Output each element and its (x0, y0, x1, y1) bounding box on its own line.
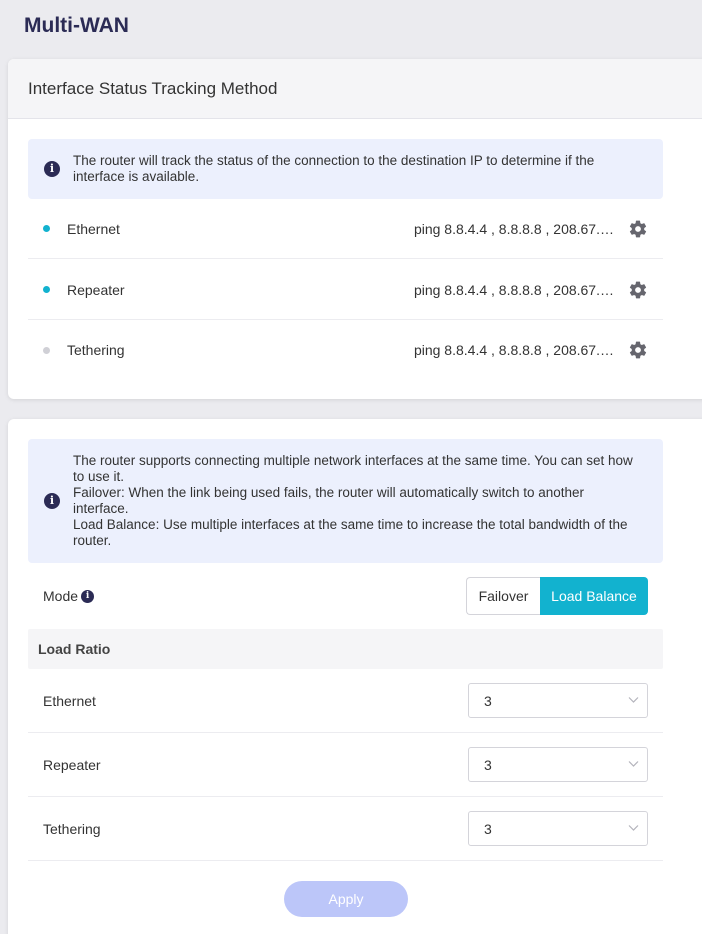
status-dot-icon (43, 347, 50, 354)
gear-icon[interactable] (628, 219, 648, 239)
tracking-row-ethernet (28, 199, 663, 259)
status-dot-icon (43, 286, 50, 293)
chevron-down-icon (628, 760, 639, 768)
load-ratio-header: Load Ratio (28, 629, 663, 669)
select-value: 3 (484, 820, 492, 837)
info-icon: i (44, 493, 60, 509)
multiwan-info-line: The router supports connecting multiple network interfaces at the same time. You can set how to use it. (73, 453, 633, 484)
ratio-row-name: Tethering (43, 820, 101, 837)
tracking-row-name: Tethering (67, 342, 125, 358)
failover-button[interactable]: Failover (466, 577, 540, 615)
chevron-down-icon (628, 696, 639, 704)
tracking-row-name: Ethernet (67, 220, 120, 237)
mode-row (43, 577, 648, 615)
gear-icon[interactable] (628, 280, 648, 300)
gear-icon[interactable] (628, 340, 648, 360)
mode-label: Mode (43, 588, 79, 604)
ratio-select-tethering[interactable] (468, 811, 648, 846)
info-icon: i (44, 161, 60, 177)
multiwan-card (8, 419, 702, 934)
mode-label-wrap (43, 588, 466, 604)
tracking-row-method: ping 8.8.4.4 , 8.8.8.8 , 208.67.… (413, 281, 614, 298)
ratio-select-ethernet[interactable] (468, 683, 648, 718)
tracking-row-name: Repeater (67, 281, 125, 298)
ratio-row-ethernet (28, 669, 663, 733)
ratio-row-name: Ethernet (43, 692, 96, 709)
page-title: Multi-WAN (24, 14, 129, 37)
tracking-row-method: ping 8.8.4.4 , 8.8.8.8 , 208.67.… (413, 220, 614, 237)
chevron-down-icon (628, 824, 639, 832)
select-value: 3 (484, 756, 492, 773)
apply-button[interactable]: Apply (284, 881, 408, 917)
info-icon[interactable]: i (81, 590, 94, 603)
tracking-info-box (28, 139, 663, 199)
tracking-card-header: Interface Status Tracking Method (8, 59, 702, 119)
multiwan-info-line: Failover: When the link being used fails, the router will automatically switch to another interface. (73, 485, 584, 516)
tracking-row-tethering (28, 320, 663, 380)
tracking-row-method: ping 8.8.4.4 , 8.8.8.8 , 208.67.… (413, 342, 614, 358)
status-dot-icon (43, 225, 50, 232)
ratio-row-repeater (28, 733, 663, 797)
ratio-select-repeater[interactable] (468, 747, 648, 782)
multiwan-info-line: Load Balance: Use multiple interfaces at the same time to increase the total bandwidth of the router. (73, 517, 628, 548)
select-value: 3 (484, 692, 492, 709)
multiwan-info-box (28, 439, 663, 563)
tracking-row-repeater (28, 260, 663, 320)
load-balance-button[interactable]: Load Balance (540, 577, 648, 615)
ratio-row-tethering (28, 797, 663, 861)
mode-segmented-control (466, 577, 648, 615)
ratio-row-name: Repeater (43, 756, 101, 773)
tracking-info-text: The router will track the status of the connection to the destination IP to determine if the interface is available. (73, 153, 595, 184)
tracking-card (8, 59, 702, 399)
